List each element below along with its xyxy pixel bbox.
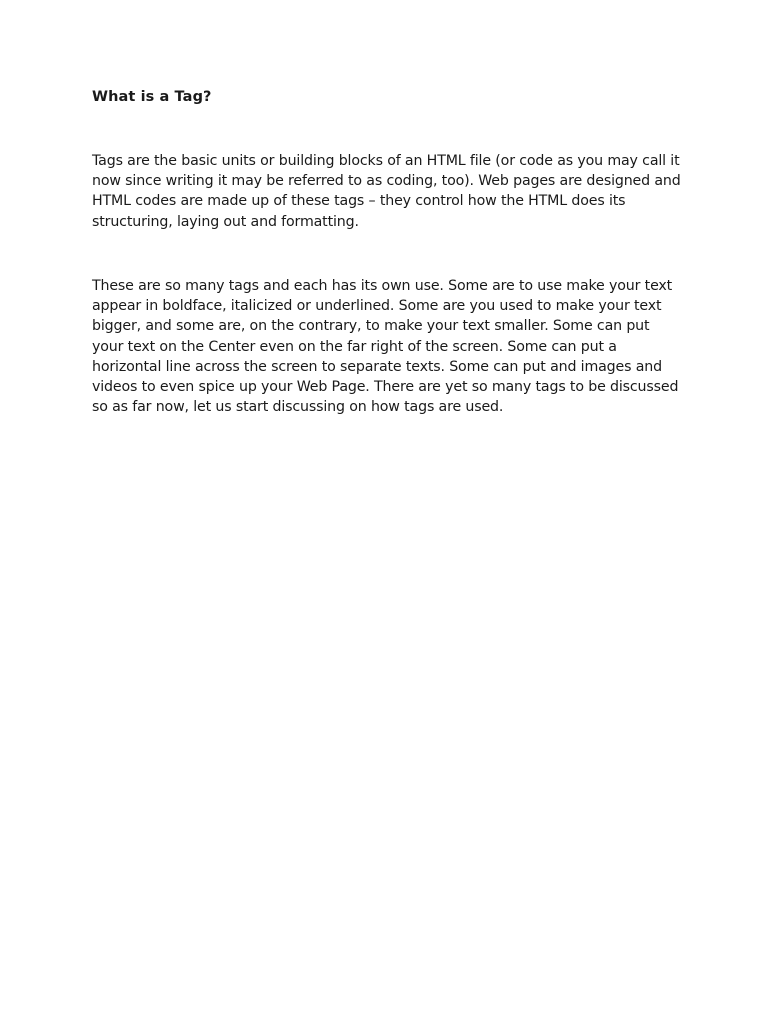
paragraph-line: your text on the Center even on the far right of the screen. Some can put a (92, 338, 617, 355)
paragraph-tag-uses (92, 276, 682, 417)
paragraph-line: structuring, laying out and formatting. (92, 213, 359, 230)
paragraph-line: so as far now, let us start discussing on how tags are used. (92, 399, 504, 416)
document-heading: What is a Tag? (92, 89, 212, 105)
paragraph-line: HTML codes are made up of these tags – they control how the HTML does its (92, 193, 626, 210)
paragraph-line: appear in boldface, italicized or underlined. Some are you used to make your text (92, 298, 662, 315)
paragraph-line: These are so many tags and each has its own use. Some are to use make your text (92, 278, 673, 294)
paragraph-line: now since writing it may be referred to as coding, too). Web pages are designed and (92, 173, 681, 190)
paragraph-line: horizontal line across the screen to separate texts. Some can put and images and (92, 358, 662, 375)
paragraph-intro (92, 151, 682, 232)
paragraph-line: videos to even spice up your Web Page. There are yet so many tags to be discussed (92, 379, 679, 396)
paragraph-line: Tags are the basic units or building blocks of an HTML file (or code as you may call it (92, 153, 680, 169)
paragraph-line: bigger, and some are, on the contrary, to make your text smaller. Some can put (92, 318, 650, 335)
